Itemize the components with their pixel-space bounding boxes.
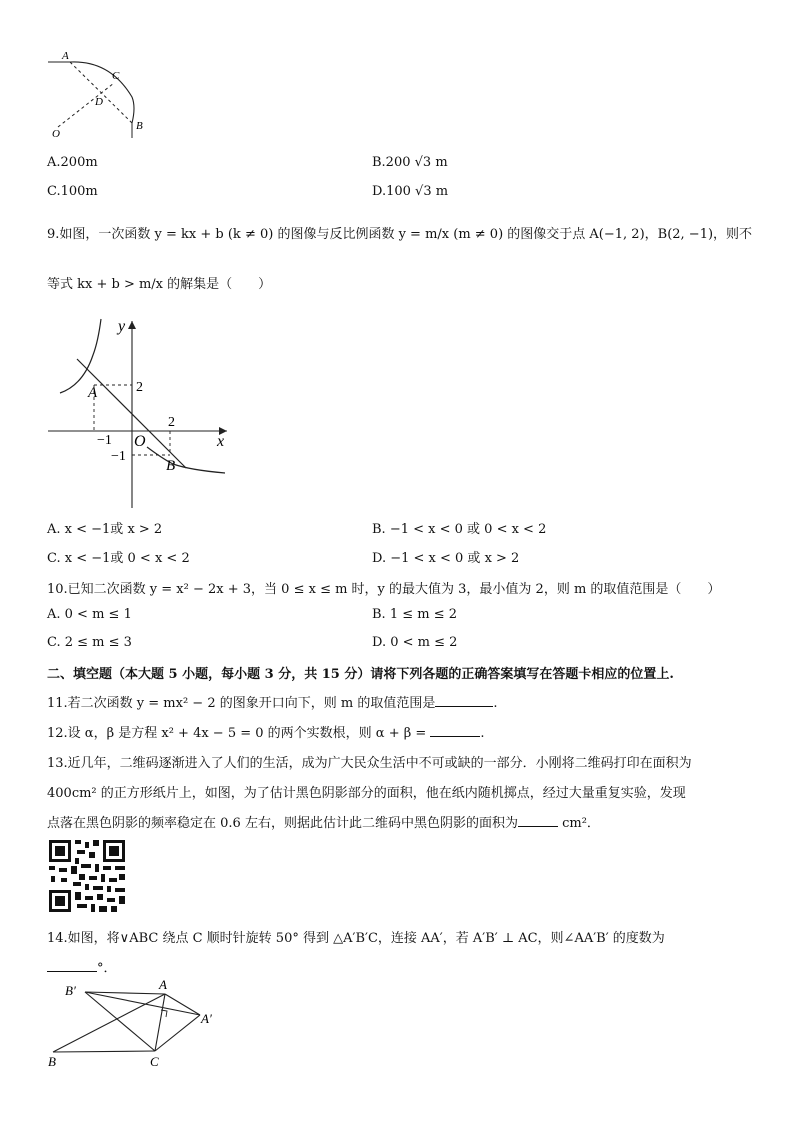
q12-line	[47, 722, 485, 741]
q14-text-line1: 14.如图，将∨ABC 绕点 C 顺时针旋转 50° 得到 △A′B′C，连接 AA′，若 A′B′ ⊥ AC，则∠AA′B′ 的度数为	[47, 931, 665, 946]
q12-answer-blank[interactable]	[430, 724, 480, 737]
tick-label-y-2: 2	[136, 380, 143, 395]
point-label-o: O	[52, 128, 60, 140]
point-label-a: A	[62, 50, 69, 62]
q11-text: 11.若二次函数 y = mx² − 2 的图象开口向下，则 m 的取值范围是	[47, 696, 436, 711]
arc-figure	[40, 45, 160, 150]
q9-text-line2: 等式 kx + b > m/x 的解集是（ ）	[47, 277, 272, 292]
point-label-d: D	[95, 96, 103, 108]
q10-text: 10.已知二次函数 y = x² − 2x + 3，当 0 ≤ x ≤ m 时，y 的最大值为 3，最小值为 2，则 m 的取值范围是（ ）	[47, 582, 721, 597]
q14-degree-end: °．	[97, 961, 117, 976]
point-label-a-prime: A′	[201, 1011, 212, 1026]
q11-answer-blank[interactable]	[435, 694, 493, 707]
origin-label: O	[134, 433, 146, 450]
q13-text-line2: 400cm² 的正方形纸片上，如图，为了估计黑色阴影部分的面积，他在纸内随机掷点，经过大量重复实验，发现	[47, 786, 686, 801]
point-label-b: B	[136, 120, 143, 132]
point-label-b-prime: B′	[65, 983, 76, 998]
q10-option-c: C. 2 ≤ m ≤ 3	[47, 635, 132, 650]
axis-label-x: x	[217, 433, 225, 450]
q12-text: 12.设 α，β 是方程 x² + 4x − 5 = 0 的两个实数根，则 α + β =	[47, 726, 427, 741]
tick-label-x-2: 2	[168, 415, 175, 430]
q13-text-line3: 点落在黑色阴影的频率稳定在 0.6 左右，则据此估计此二维码中黑色阴影的面积为	[47, 816, 518, 831]
q9-option-c: C. x < −1或 0 < x < 2	[47, 551, 190, 566]
qr-code-image	[49, 840, 125, 912]
point-label-c: C	[150, 1054, 159, 1069]
q14-answer-blank[interactable]	[47, 959, 97, 972]
q8-option-d: D.100 √3 m	[372, 184, 449, 199]
axis-label-y: y	[118, 318, 126, 335]
section-heading: 二、填空题（本大题 5 小题，每小题 3 分，共 15 分）请将下列各题的正确答案填写在答题卡相应的位置上.	[47, 667, 674, 682]
function-graph	[45, 313, 235, 513]
point-label-a: A	[88, 385, 98, 401]
q11-end: .	[493, 696, 498, 711]
rotation-figure	[45, 975, 225, 1070]
q9-option-b: B. −1 < x < 0 或 0 < x < 2	[372, 522, 547, 537]
q11-line	[47, 692, 497, 711]
tick-label-x-neg1: −1	[97, 433, 112, 448]
q8-option-b: B.200 √3 m	[372, 155, 448, 170]
point-label-a: A	[159, 977, 167, 992]
q8-option-a: A.200m	[47, 155, 98, 170]
point-label-c: C	[112, 70, 120, 82]
q13-answer-blank[interactable]	[518, 814, 558, 827]
q10-option-b: B. 1 ≤ m ≤ 2	[372, 607, 458, 622]
q13-text-line3-wrap	[47, 812, 600, 831]
q13-unit: cm²．	[562, 816, 600, 831]
q10-option-d: D. 0 < m ≤ 2	[372, 635, 458, 650]
point-label-b: B	[48, 1054, 56, 1069]
q13-text-line1: 13.近几年，二维码逐渐进入了人们的生活，成为广大民众生活中不可或缺的一部分．小刚将二维码打印在面积为	[47, 756, 692, 771]
q9-option-a: A. x < −1或 x > 2	[47, 522, 163, 537]
tick-label-y-neg1: −1	[111, 449, 126, 464]
q9-option-d: D. −1 < x < 0 或 x > 2	[372, 551, 520, 566]
point-label-b: B	[166, 458, 176, 474]
q12-end: .	[480, 726, 485, 741]
q10-option-a: A. 0 < m ≤ 1	[47, 607, 132, 622]
q9-text-line1: 9.如图，一次函数 y = kx + b (k ≠ 0) 的图像与反比例函数 y = m/x (m ≠ 0) 的图像交于点 A(−1, 2)，B(2, −1)，则不	[47, 227, 753, 242]
q14-line2	[47, 957, 117, 976]
q8-option-c: C.100m	[47, 184, 98, 199]
